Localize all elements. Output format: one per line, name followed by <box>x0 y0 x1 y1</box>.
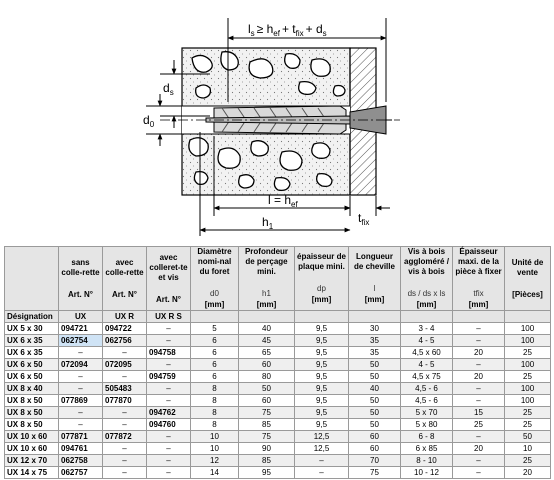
table-body <box>5 323 551 479</box>
column-header <box>295 247 349 311</box>
table-row <box>5 347 551 359</box>
value-cell: 10 <box>191 431 239 443</box>
value-cell: 15 <box>453 407 505 419</box>
h1-label: $h_1$ <box>262 215 274 231</box>
value-cell: 35 <box>349 347 401 359</box>
designation-cell: UX 8 x 50 <box>5 395 59 407</box>
designation-cell: UX 6 x 50 <box>5 359 59 371</box>
value-cell: – <box>453 335 505 347</box>
value-cell: 90 <box>239 443 295 455</box>
value-cell: 10 <box>191 443 239 455</box>
column-header-label: avec colleret-te et vis <box>149 252 188 282</box>
article-number-cell: 505483 <box>103 383 147 395</box>
value-cell: 35 <box>349 335 401 347</box>
article-number-cell: – <box>59 383 103 395</box>
value-cell: 4,5 - 6 <box>401 383 453 395</box>
column-header-label: Longueur de cheville <box>354 252 395 271</box>
value-cell: 9,5 <box>295 407 349 419</box>
value-cell: 70 <box>349 455 401 467</box>
value-cell: 9,5 <box>295 419 349 431</box>
value-cell: 50 <box>349 359 401 371</box>
value-cell: 100 <box>505 359 551 371</box>
value-cell: 50 <box>349 371 401 383</box>
table-row <box>5 359 551 371</box>
article-number-cell: 077871 <box>59 431 103 443</box>
value-cell: 40 <box>349 383 401 395</box>
subheader-cell <box>191 311 239 323</box>
designation-cell: UX 12 x 70 <box>5 455 59 467</box>
column-header <box>191 247 239 311</box>
value-cell: 50 <box>349 407 401 419</box>
table-row <box>5 467 551 479</box>
column-header-unit: [Pièces] <box>512 289 543 299</box>
value-cell: 100 <box>505 383 551 395</box>
value-cell: 8 - 10 <box>401 455 453 467</box>
value-cell: 25 <box>505 407 551 419</box>
article-number-cell: 072095 <box>103 359 147 371</box>
column-header-symbol: dp <box>317 284 326 293</box>
article-number-cell: – <box>103 443 147 455</box>
table-row <box>5 371 551 383</box>
column-header <box>505 247 551 311</box>
column-header-unit: [mm] <box>311 295 332 304</box>
column-header <box>59 247 103 311</box>
column-header-symbol: tfix <box>473 289 484 298</box>
value-cell: – <box>453 431 505 443</box>
value-cell: 9,5 <box>295 323 349 335</box>
value-cell: 5 x 70 <box>401 407 453 419</box>
subheader-row <box>5 311 551 323</box>
value-cell: 6 <box>191 335 239 347</box>
value-cell: – <box>453 323 505 335</box>
value-cell: 50 <box>349 395 401 407</box>
value-cell: 6 <box>191 347 239 359</box>
article-number-cell: 077869 <box>59 395 103 407</box>
column-header-label: Unité de vente <box>511 257 544 277</box>
article-number-cell: 094761 <box>59 443 103 455</box>
value-cell: 8 <box>191 419 239 431</box>
value-cell: 10 - 12 <box>401 467 453 479</box>
value-cell: 65 <box>239 347 295 359</box>
designation-cell: UX 8 x 40 <box>5 383 59 395</box>
article-number-cell: – <box>147 455 191 467</box>
article-number-cell: – <box>103 371 147 383</box>
value-cell: 50 <box>349 419 401 431</box>
article-number-cell: 077870 <box>103 395 147 407</box>
article-number-cell: 077872 <box>103 431 147 443</box>
column-header-symbol: h1 <box>262 289 271 298</box>
specification-table <box>4 246 551 479</box>
value-cell: 4,5 x 75 <box>401 371 453 383</box>
value-cell: 9,5 <box>295 395 349 407</box>
designation-cell: UX 8 x 50 <box>5 419 59 431</box>
value-cell: 85 <box>239 455 295 467</box>
column-header-label: Diamètre nomi-nal du foret <box>197 247 232 276</box>
column-header-label: Profondeur de perçage mini. <box>244 247 289 276</box>
table-row <box>5 407 551 419</box>
value-cell: – <box>453 395 505 407</box>
table-row <box>5 383 551 395</box>
column-header-label: épaisseur de plaque mini. <box>297 252 346 271</box>
subheader-cell <box>505 311 551 323</box>
value-cell: 6 <box>191 359 239 371</box>
value-cell: 25 <box>505 347 551 359</box>
value-cell: 95 <box>239 467 295 479</box>
value-cell: 8 <box>191 407 239 419</box>
designation-cell: UX 10 x 60 <box>5 443 59 455</box>
article-number-cell: – <box>59 407 103 419</box>
article-number-cell: 094762 <box>147 407 191 419</box>
article-number-cell: – <box>147 395 191 407</box>
column-header <box>5 247 59 311</box>
table-row <box>5 395 551 407</box>
column-header-unit: Art. N° <box>68 289 93 299</box>
article-number-cell: 062754 <box>59 335 103 347</box>
value-cell: 40 <box>239 323 295 335</box>
value-cell: 20 <box>453 371 505 383</box>
value-cell: 100 <box>505 323 551 335</box>
value-cell: 30 <box>349 323 401 335</box>
value-cell: 25 <box>453 419 505 431</box>
designation-cell: UX 6 x 35 <box>5 335 59 347</box>
value-cell: 4 - 5 <box>401 335 453 347</box>
column-header <box>453 247 505 311</box>
article-number-cell: – <box>147 359 191 371</box>
subheader-cell <box>349 311 401 323</box>
value-cell: – <box>453 467 505 479</box>
value-cell: 8 <box>191 395 239 407</box>
article-number-cell: 094722 <box>103 323 147 335</box>
value-cell: 4,5 - 6 <box>401 395 453 407</box>
designation-cell: UX 10 x 60 <box>5 431 59 443</box>
table-row <box>5 455 551 467</box>
column-header-label: sans colle-rette <box>61 257 100 277</box>
value-cell: 25 <box>505 419 551 431</box>
column-header <box>147 247 191 311</box>
article-number-cell: 094759 <box>147 371 191 383</box>
article-number-cell: – <box>147 383 191 395</box>
article-number-cell: – <box>103 407 147 419</box>
column-header-unit: [mm] <box>364 295 385 304</box>
article-number-cell: – <box>147 323 191 335</box>
value-cell: 75 <box>239 407 295 419</box>
article-number-cell: 094758 <box>147 347 191 359</box>
subheader-cell: Désignation <box>5 311 59 323</box>
value-cell: 8 <box>191 383 239 395</box>
value-cell: 80 <box>239 371 295 383</box>
subheader-cell <box>453 311 505 323</box>
column-header-unit: [mm] <box>256 300 277 309</box>
column-header <box>239 247 295 311</box>
value-cell: 60 <box>349 443 401 455</box>
tfix-dimension <box>336 196 390 216</box>
column-header <box>103 247 147 311</box>
article-number-cell: – <box>147 467 191 479</box>
subheader-cell <box>401 311 453 323</box>
designation-cell: UX 6 x 35 <box>5 347 59 359</box>
article-number-cell: 094760 <box>147 419 191 431</box>
header-row <box>5 247 551 311</box>
value-cell: 14 <box>191 467 239 479</box>
column-header-unit: [mm] <box>416 300 437 309</box>
designation-cell: UX 14 x 75 <box>5 467 59 479</box>
value-cell: 75 <box>239 431 295 443</box>
value-cell: 100 <box>505 335 551 347</box>
value-cell: 75 <box>349 467 401 479</box>
value-cell: – <box>453 359 505 371</box>
value-cell: 9,5 <box>295 359 349 371</box>
value-cell: 25 <box>505 371 551 383</box>
subheader-cell: UX R <box>103 311 147 323</box>
value-cell: 85 <box>239 419 295 431</box>
article-number-cell: – <box>103 467 147 479</box>
ls-label: $l_s \ge h_{ef} + t_{fix} + d_s$ <box>248 22 327 38</box>
l-label: $l = h_{ef}$ <box>268 193 298 209</box>
column-header-label: avec colle-rette <box>105 257 144 277</box>
value-cell: 100 <box>505 395 551 407</box>
value-cell: 9,5 <box>295 347 349 359</box>
value-cell: 3 - 4 <box>401 323 453 335</box>
value-cell: 10 <box>505 443 551 455</box>
value-cell: 6 x 85 <box>401 443 453 455</box>
article-number-cell: – <box>103 419 147 431</box>
article-number-cell: – <box>59 371 103 383</box>
value-cell: 5 <box>191 323 239 335</box>
article-number-cell: – <box>103 347 147 359</box>
article-number-cell: 062756 <box>103 335 147 347</box>
value-cell: 12 <box>191 455 239 467</box>
value-cell: – <box>453 383 505 395</box>
value-cell: 60 <box>239 359 295 371</box>
subheader-cell: UX <box>59 311 103 323</box>
designation-cell: UX 6 x 50 <box>5 371 59 383</box>
column-header-symbol: l <box>373 284 376 293</box>
value-cell: 6 <box>191 371 239 383</box>
subheader-cell <box>239 311 295 323</box>
article-number-cell: – <box>59 419 103 431</box>
value-cell: 4,5 x 60 <box>401 347 453 359</box>
value-cell: 4 - 5 <box>401 359 453 371</box>
value-cell: 50 <box>239 383 295 395</box>
designation-cell: UX 8 x 50 <box>5 407 59 419</box>
table-row <box>5 443 551 455</box>
d0-label: $d_0$ <box>143 113 155 129</box>
article-number-cell: – <box>59 347 103 359</box>
column-header <box>349 247 401 311</box>
article-number-cell: 062758 <box>59 455 103 467</box>
table-row <box>5 335 551 347</box>
column-header-label: Épaisseur maxi. de la pièce à fixer <box>455 247 502 276</box>
value-cell: 60 <box>349 431 401 443</box>
value-cell: 50 <box>505 431 551 443</box>
value-cell: – <box>453 455 505 467</box>
value-cell: 60 <box>239 395 295 407</box>
column-header <box>401 247 453 311</box>
value-cell: 9,5 <box>295 383 349 395</box>
column-header-unit: [mm] <box>468 300 489 309</box>
tfix-label: $t_{fix}$ <box>358 211 370 227</box>
subheader-cell: UX R S <box>147 311 191 323</box>
article-number-cell: – <box>147 335 191 347</box>
value-cell: 25 <box>505 455 551 467</box>
ds-label: $d_s$ <box>163 81 174 97</box>
value-cell: 9,5 <box>295 371 349 383</box>
value-cell: – <box>295 467 349 479</box>
value-cell: 20 <box>505 467 551 479</box>
column-header-unit: Art. N° <box>112 289 137 299</box>
article-number-cell: – <box>103 455 147 467</box>
article-number-cell: – <box>147 443 191 455</box>
column-header-label: Vis à bois aggloméré / vis à bois <box>404 247 449 276</box>
value-cell: 20 <box>453 347 505 359</box>
column-header-unit: [mm] <box>204 300 225 309</box>
table-row <box>5 323 551 335</box>
value-cell: – <box>295 455 349 467</box>
value-cell: 5 x 80 <box>401 419 453 431</box>
value-cell: 6 - 8 <box>401 431 453 443</box>
designation-cell: UX 5 x 30 <box>5 323 59 335</box>
value-cell: 9,5 <box>295 335 349 347</box>
column-header-symbol: ds / ds x ls <box>407 289 446 298</box>
table-row <box>5 431 551 443</box>
table-row <box>5 419 551 431</box>
value-cell: 20 <box>453 443 505 455</box>
article-number-cell: – <box>147 431 191 443</box>
value-cell: 45 <box>239 335 295 347</box>
value-cell: 12,5 <box>295 443 349 455</box>
article-number-cell: 062757 <box>59 467 103 479</box>
article-number-cell: 094721 <box>59 323 103 335</box>
column-header-unit: Art. N° <box>156 294 181 304</box>
column-header-symbol: d0 <box>210 289 219 298</box>
value-cell: 12,5 <box>295 431 349 443</box>
subheader-cell <box>295 311 349 323</box>
article-number-cell: 072094 <box>59 359 103 371</box>
